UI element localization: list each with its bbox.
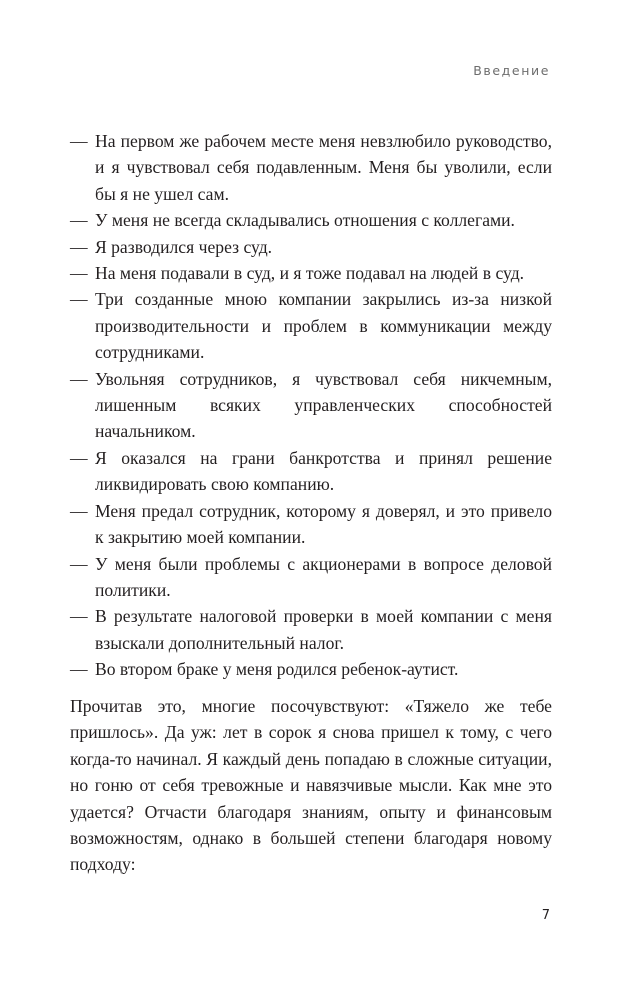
list-dash: —: [70, 289, 88, 310]
list-item-text: У меня не всегда складывались отношения с коллегами.: [95, 210, 515, 231]
list-dash: —: [70, 553, 88, 574]
list-dash: —: [70, 500, 88, 521]
list-dash: —: [70, 447, 88, 468]
list-item-text: В результате налоговой проверки в моей компании с меня взыскали дополнительный налог.: [95, 606, 552, 653]
running-head: Введение: [473, 63, 550, 78]
list-dash: —: [70, 210, 88, 231]
list-item: [70, 498, 552, 551]
list-item: [70, 366, 552, 445]
list-dash: —: [70, 236, 88, 257]
list-item: [70, 207, 552, 233]
list-item: [70, 656, 552, 682]
list-item-text: Во втором браке у меня родился ребенок-аутист.: [95, 659, 459, 680]
list-item-text: На первом же рабочем месте меня невзлюбило руководство, и я чувствовал себя подавленным. Меня бы уволили, если бы я не ушел сам.: [95, 131, 552, 204]
hardship-list: [70, 128, 552, 683]
list-item: [70, 286, 552, 365]
list-item-text: Увольняя сотрудников, я чувствовал себя никчемным, лишенным всяких управленческих способностей начальником.: [95, 368, 552, 442]
list-item: [70, 260, 552, 286]
list-item: [70, 234, 552, 260]
list-dash: —: [70, 368, 88, 389]
list-dash: —: [70, 263, 88, 284]
list-item-text: На меня подавали в суд, и я тоже подавал на людей в суд.: [95, 263, 525, 284]
list-item-text: Меня предал сотрудник, которому я доверял, и это привело к закрытию моей компании.: [95, 500, 552, 548]
list-item-text: Я разводился через суд.: [95, 236, 273, 257]
list-item: [70, 445, 552, 498]
list-item: [70, 603, 552, 656]
list-dash: —: [70, 131, 88, 151]
list-item: [70, 128, 552, 207]
body-paragraph: Прочитав это, многие посочувствуют: «Тяжело же тебе пришлось». Да уж: лет в сорок я снова пришел к тому, с чего когда-то начинал. Я каждый день попадаю в сложные ситуации, но гоню от себя тревожные и навязчивые мысли. Как мне это удается? Отчасти благодаря знаниям, опыту и финансовым возможностям, однако в большей степени благодаря новому подходу:: [70, 696, 552, 875]
list-item: [70, 551, 552, 604]
page-number: 7: [541, 908, 550, 923]
list-dash: —: [70, 659, 88, 680]
list-dash: —: [70, 606, 88, 627]
list-item-text: У меня были проблемы с акционерами в вопросе деловой политики.: [95, 553, 552, 600]
list-item-text: Я оказался на грани банкротства и принял решение ликвидировать свою компанию.: [95, 447, 552, 495]
list-item-text: Три созданные мною компании закрылись из-за низкой производительности и проблем в коммуникации между сотрудниками.: [95, 289, 552, 363]
